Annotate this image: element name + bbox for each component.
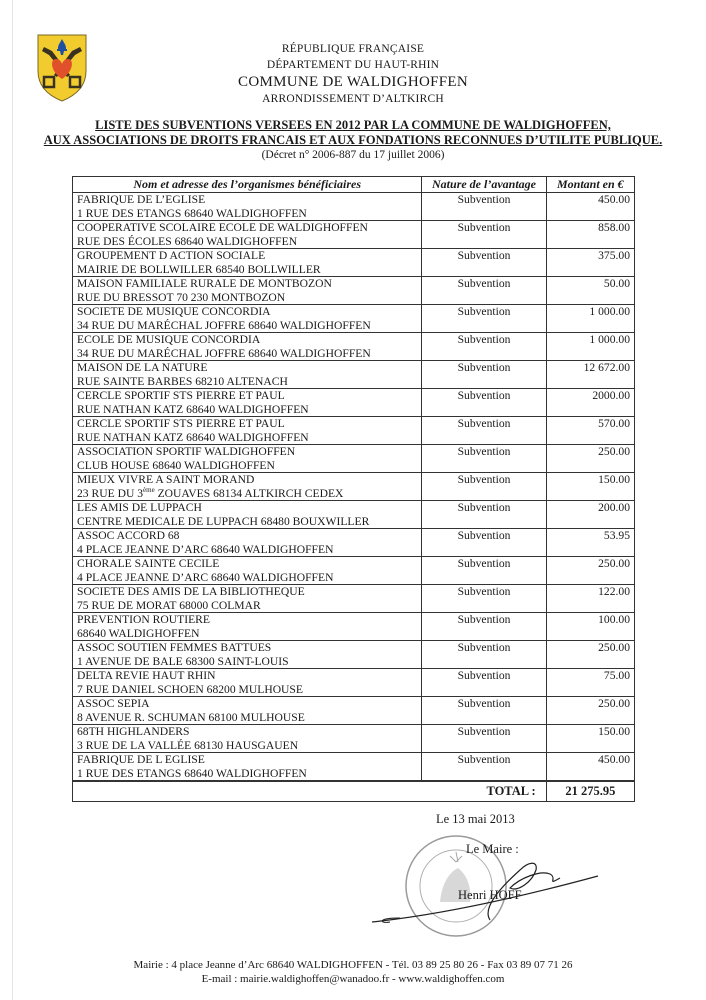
commune-name: COMMUNE DE WALDIGHOFFEN bbox=[238, 74, 468, 90]
beneficiary-cell bbox=[73, 613, 422, 641]
nature-cell: Subvention bbox=[422, 529, 546, 557]
amount-cell: 100.00 bbox=[546, 613, 634, 641]
amount-cell: 1 000.00 bbox=[546, 305, 634, 333]
nature-cell: Subvention bbox=[422, 641, 546, 669]
nature-cell: Subvention bbox=[422, 725, 546, 753]
beneficiary-cell bbox=[73, 585, 422, 613]
beneficiary-address: MAIRIE DE BOLLWILLER 68540 BOLLWILLER bbox=[77, 262, 321, 276]
arrondissement-label: ARRONDISSEMENT D’ALTKIRCH bbox=[262, 93, 444, 105]
beneficiary-address: 3 RUE DE LA VALLÉE 68130 HAUSGAUEN bbox=[77, 738, 299, 752]
table-row bbox=[73, 221, 635, 249]
amount-cell: 375.00 bbox=[546, 249, 634, 277]
beneficiary-address: RUE NATHAN KATZ 68640 WALDIGHOFFEN bbox=[77, 402, 309, 416]
subsidies-table bbox=[72, 176, 635, 802]
beneficiary-address: RUE NATHAN KATZ 68640 WALDIGHOFFEN bbox=[77, 430, 309, 444]
letterhead bbox=[0, 44, 706, 110]
nature-cell: Subvention bbox=[422, 249, 546, 277]
beneficiary-cell bbox=[73, 557, 422, 585]
title-line-2: AUX ASSOCIATIONS DE DROITS FRANCAIS ET AUX FONDATIONS RECONNUES D’UTILITE PUBLIQUE. bbox=[43, 133, 663, 147]
table-row bbox=[73, 753, 635, 782]
beneficiary-address: 68640 WALDIGHOFFEN bbox=[77, 626, 200, 640]
beneficiary-cell bbox=[73, 445, 422, 473]
nature-cell: Subvention bbox=[422, 585, 546, 613]
table-row bbox=[73, 725, 635, 753]
beneficiary-name: ASSOC ACCORD 68 bbox=[77, 529, 180, 542]
address-prefix: 23 RUE DU 3 bbox=[77, 486, 144, 500]
beneficiary-cell bbox=[73, 725, 422, 753]
amount-cell: 150.00 bbox=[546, 725, 634, 753]
beneficiary-name: FABRIQUE DE L’EGLISE bbox=[77, 193, 206, 206]
amount-cell: 2000.00 bbox=[546, 389, 634, 417]
table-row bbox=[73, 669, 635, 697]
beneficiary-name: GROUPEMENT D ACTION SOCIALE bbox=[77, 249, 266, 262]
beneficiary-name: MAISON FAMILIALE RURALE DE MONTBOZON bbox=[77, 277, 332, 290]
amount-cell: 250.00 bbox=[546, 697, 634, 725]
beneficiary-name: 68TH HIGHLANDERS bbox=[77, 725, 190, 738]
beneficiary-address: 1 RUE DES ETANGS 68640 WALDIGHOFFEN bbox=[77, 206, 307, 220]
republic-label: RÉPUBLIQUE FRANÇAISE bbox=[281, 43, 425, 55]
beneficiary-name: ASSOCIATION SPORTIF WALDIGHOFFEN bbox=[77, 445, 296, 458]
beneficiary-cell bbox=[73, 221, 422, 249]
table-row bbox=[73, 249, 635, 277]
beneficiary-cell bbox=[73, 501, 422, 529]
decree-reference: (Décret n° 2006-887 du 17 juillet 2006) bbox=[261, 149, 445, 161]
amount-cell: 1 000.00 bbox=[546, 333, 634, 361]
table-row bbox=[73, 389, 635, 417]
beneficiary-name: ASSOC SEPIA bbox=[77, 697, 150, 710]
beneficiary-name: SOCIETE DES AMIS DE LA BIBLIOTHEQUE bbox=[77, 585, 305, 598]
amount-cell: 122.00 bbox=[546, 585, 634, 613]
nature-cell: Subvention bbox=[422, 389, 546, 417]
beneficiary-cell bbox=[73, 473, 422, 501]
beneficiary-cell bbox=[73, 277, 422, 305]
amount-cell: 75.00 bbox=[546, 669, 634, 697]
beneficiary-address: RUE SAINTE BARBES 68210 ALTENACH bbox=[77, 374, 288, 388]
beneficiary-address: 4 PLACE JEANNE D’ARC 68640 WALDIGHOFFEN bbox=[77, 570, 334, 584]
beneficiary-address: 34 RUE DU MARÉCHAL JOFFRE 68640 WALDIGHOFFEN bbox=[77, 346, 371, 360]
beneficiary-cell bbox=[73, 389, 422, 417]
nature-cell: Subvention bbox=[422, 417, 546, 445]
nature-cell: Subvention bbox=[422, 501, 546, 529]
total-row bbox=[73, 781, 635, 802]
beneficiary-address: 8 AVENUE R. SCHUMAN 68100 MULHOUSE bbox=[77, 710, 305, 724]
beneficiary-name: FABRIQUE DE L EGLISE bbox=[77, 753, 205, 766]
table-row bbox=[73, 277, 635, 305]
column-header-amount: Montant en € bbox=[546, 177, 634, 193]
beneficiary-address: 75 RUE DE MORAT 68000 COLMAR bbox=[77, 598, 261, 612]
beneficiary-cell bbox=[73, 305, 422, 333]
amount-cell: 200.00 bbox=[546, 501, 634, 529]
table-row bbox=[73, 585, 635, 613]
title-line-1: LISTE DES SUBVENTIONS VERSEES EN 2012 PAR LA COMMUNE DE WALDIGHOFFEN, bbox=[95, 118, 611, 132]
nature-cell: Subvention bbox=[422, 305, 546, 333]
beneficiary-name: CHORALE SAINTE CECILE bbox=[77, 557, 220, 570]
amount-cell: 450.00 bbox=[546, 753, 634, 782]
beneficiary-address: RUE DU BRESSOT 70 230 MONTBOZON bbox=[77, 290, 286, 304]
nature-cell: Subvention bbox=[422, 669, 546, 697]
mayor-title: Le Maire : bbox=[466, 842, 519, 856]
table-header-row bbox=[73, 177, 635, 193]
beneficiary-address bbox=[77, 487, 417, 501]
total-label: TOTAL : bbox=[73, 781, 547, 802]
table-row bbox=[73, 557, 635, 585]
signature-date: Le 13 mai 2013 bbox=[436, 812, 515, 826]
beneficiary-name: CERCLE SPORTIF STS PIERRE ET PAUL bbox=[77, 417, 285, 430]
nature-cell: Subvention bbox=[422, 557, 546, 585]
table-row bbox=[73, 417, 635, 445]
table-row bbox=[73, 473, 635, 501]
amount-cell: 53.95 bbox=[546, 529, 634, 557]
amount-cell: 50.00 bbox=[546, 277, 634, 305]
beneficiary-cell bbox=[73, 417, 422, 445]
nature-cell: Subvention bbox=[422, 333, 546, 361]
footer bbox=[0, 958, 706, 986]
beneficiary-cell bbox=[73, 193, 422, 221]
table-row bbox=[73, 445, 635, 473]
beneficiary-address: CLUB HOUSE 68640 WALDIGHOFFEN bbox=[77, 458, 275, 472]
nature-cell: Subvention bbox=[422, 221, 546, 249]
total-value: 21 275.95 bbox=[546, 781, 634, 802]
beneficiary-address: 7 RUE DANIEL SCHOEN 68200 MULHOUSE bbox=[77, 682, 303, 696]
beneficiary-name: MAISON DE LA NATURE bbox=[77, 361, 208, 374]
amount-cell: 250.00 bbox=[546, 445, 634, 473]
beneficiary-name: ECOLE DE MUSIQUE CONCORDIA bbox=[77, 333, 261, 346]
column-header-nature: Nature de l’avantage bbox=[422, 177, 546, 193]
beneficiary-cell bbox=[73, 249, 422, 277]
amount-cell: 250.00 bbox=[546, 641, 634, 669]
beneficiary-address: 1 RUE DES ETANGS 68640 WALDIGHOFFEN bbox=[77, 766, 307, 780]
handwritten-signature-icon bbox=[370, 848, 600, 928]
table-row bbox=[73, 641, 635, 669]
table-row bbox=[73, 501, 635, 529]
nature-cell: Subvention bbox=[422, 697, 546, 725]
amount-cell: 858.00 bbox=[546, 221, 634, 249]
beneficiary-cell bbox=[73, 669, 422, 697]
footer-contact: E-mail : mairie.waldighoffen@wanadoo.fr - www.waldighoffen.com bbox=[201, 973, 505, 985]
table-row bbox=[73, 193, 635, 221]
beneficiary-cell bbox=[73, 333, 422, 361]
table-row bbox=[73, 333, 635, 361]
beneficiary-name: CERCLE SPORTIF STS PIERRE ET PAUL bbox=[77, 389, 285, 402]
amount-cell: 450.00 bbox=[546, 193, 634, 221]
nature-cell: Subvention bbox=[422, 361, 546, 389]
address-suffix: ZOUAVES 68134 ALTKIRCH CEDEX bbox=[154, 486, 344, 500]
nature-cell: Subvention bbox=[422, 753, 546, 782]
beneficiary-name: DELTA REVIE HAUT RHIN bbox=[77, 669, 216, 682]
document-title bbox=[0, 118, 706, 162]
beneficiary-name: MIEUX VIVRE A SAINT MORAND bbox=[77, 473, 255, 486]
amount-cell: 12 672.00 bbox=[546, 361, 634, 389]
amount-cell: 570.00 bbox=[546, 417, 634, 445]
amount-cell: 250.00 bbox=[546, 557, 634, 585]
nature-cell: Subvention bbox=[422, 473, 546, 501]
beneficiary-address: RUE DES ÉCOLES 68640 WALDIGHOFFEN bbox=[77, 234, 298, 248]
amount-cell: 150.00 bbox=[546, 473, 634, 501]
table-row bbox=[73, 305, 635, 333]
beneficiary-cell bbox=[73, 361, 422, 389]
beneficiary-cell bbox=[73, 753, 422, 782]
beneficiary-name: PREVENTION ROUTIERE bbox=[77, 613, 210, 626]
beneficiary-cell bbox=[73, 641, 422, 669]
beneficiary-cell bbox=[73, 529, 422, 557]
beneficiary-address: 4 PLACE JEANNE D’ARC 68640 WALDIGHOFFEN bbox=[77, 542, 334, 556]
beneficiary-name: ASSOC SOUTIEN FEMMES BATTUES bbox=[77, 641, 272, 654]
beneficiary-cell bbox=[73, 697, 422, 725]
beneficiary-address: 1 AVENUE DE BALE 68300 SAINT-LOUIS bbox=[77, 654, 289, 668]
table-row bbox=[73, 697, 635, 725]
beneficiary-name: LES AMIS DE LUPPACH bbox=[77, 501, 202, 514]
beneficiary-name: SOCIETE DE MUSIQUE CONCORDIA bbox=[77, 305, 271, 318]
nature-cell: Subvention bbox=[422, 277, 546, 305]
table-row bbox=[73, 529, 635, 557]
nature-cell: Subvention bbox=[422, 193, 546, 221]
footer-address: Mairie : 4 place Jeanne d’Arc 68640 WALDIGHOFFEN - Tél. 03 89 25 80 26 - Fax 03 89 07 71 26 bbox=[133, 959, 573, 971]
beneficiary-address: 34 RUE DU MARÉCHAL JOFFRE 68640 WALDIGHOFFEN bbox=[77, 318, 371, 332]
column-header-beneficiary: Nom et adresse des l’organismes bénéficiaires bbox=[73, 177, 422, 193]
table-row bbox=[73, 361, 635, 389]
mayor-name: Henri HOFF bbox=[458, 888, 522, 902]
nature-cell: Subvention bbox=[422, 445, 546, 473]
nature-cell: Subvention bbox=[422, 613, 546, 641]
beneficiary-name: COOPERATIVE SCOLAIRE ECOLE DE WALDIGHOFFEN bbox=[77, 221, 368, 234]
table-row bbox=[73, 613, 635, 641]
department-label: DÉPARTEMENT DU HAUT-RHIN bbox=[266, 58, 440, 71]
beneficiary-address: CENTRE MEDICALE DE LUPPACH 68480 BOUXWILLER bbox=[77, 514, 370, 528]
ordinal-superscript: ème bbox=[143, 485, 155, 494]
